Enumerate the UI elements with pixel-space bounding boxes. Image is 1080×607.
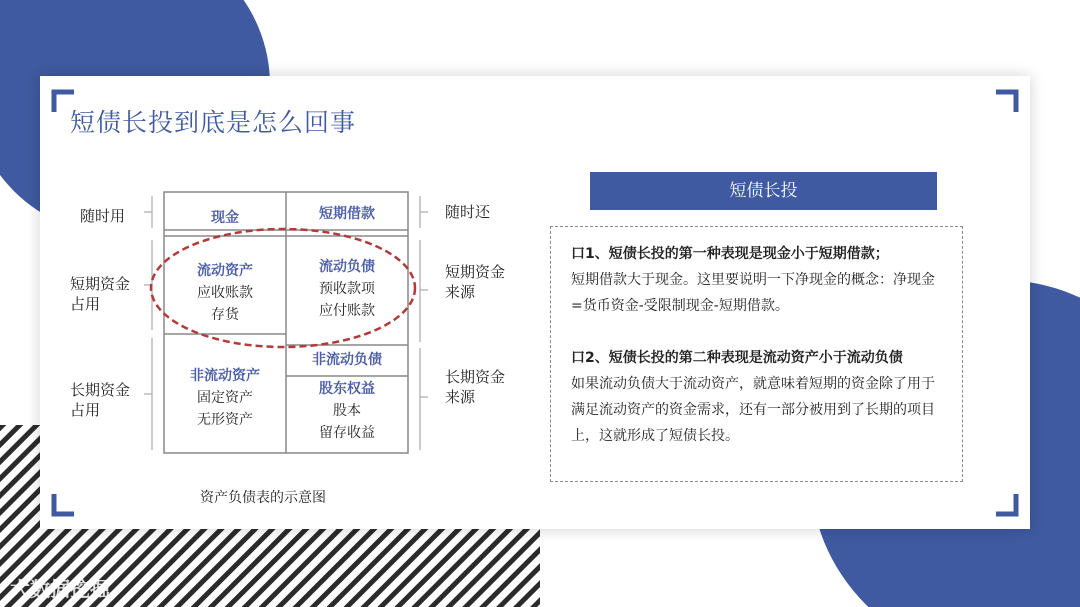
- watermark: 大数据挖掘: [10, 577, 110, 601]
- equity-item: 留存收益: [319, 425, 375, 441]
- equity-title: 股东权益: [319, 381, 375, 397]
- point-1-body: 短期借款大于现金。这里要说明一下净现金的概念：净现金=货币资金-受限制现金-短期借款。: [571, 272, 935, 314]
- label-short-term-use: 短期资金 占用: [70, 275, 131, 313]
- cell-current-assets: [164, 260, 286, 326]
- cell-cash: 现金: [211, 210, 239, 226]
- cell-noncurrent-liabilities: 非流动负债: [312, 352, 382, 368]
- point-1-heading: 口1、短债长投的第一种表现是现金小于短期借款；: [571, 246, 889, 262]
- slide-title: 短债长投到底是怎么回事: [70, 108, 357, 137]
- current-liabilities-item: 预收款项: [319, 281, 375, 297]
- cell-current-liabilities: [286, 256, 408, 322]
- point-2-body: 如果流动负债大于流动资产，就意味着短期的资金除了用于满足流动资产的资金需求，还有一部分被用到了长期的项目上，这就形成了短债长投。: [571, 376, 935, 444]
- section-banner: 短债长投: [590, 172, 937, 210]
- current-liabilities-item: 应付账款: [319, 303, 375, 319]
- noncurrent-assets-title: 非流动资产: [190, 368, 260, 384]
- current-assets-item: 存货: [211, 307, 239, 323]
- label-long-term-source: 长期资金 来源: [445, 368, 506, 406]
- noncurrent-assets-item: 无形资产: [197, 412, 253, 428]
- label-short-term-source: 短期资金 来源: [445, 263, 506, 301]
- cell-noncurrent-assets: [164, 365, 286, 431]
- label-long-term-use: 长期资金 占用: [70, 381, 131, 419]
- cell-equity: [286, 378, 408, 444]
- explanation-box: [550, 226, 963, 482]
- current-assets-title: 流动资产: [197, 263, 253, 279]
- current-assets-item: 应收账款: [197, 285, 253, 301]
- current-liabilities-title: 流动负债: [319, 259, 375, 275]
- noncurrent-assets-item: 固定资产: [197, 390, 253, 406]
- point-2-heading: 口2、短债长投的第二种表现是流动资产小于流动负债: [571, 350, 903, 366]
- cell-short-loan: 短期借款: [319, 206, 375, 222]
- label-use-anytime: 随时用: [80, 207, 126, 225]
- diagram-caption: 资产负债表的示意图: [200, 490, 326, 506]
- label-repay-anytime: 随时还: [445, 203, 491, 221]
- equity-item: 股本: [333, 403, 361, 419]
